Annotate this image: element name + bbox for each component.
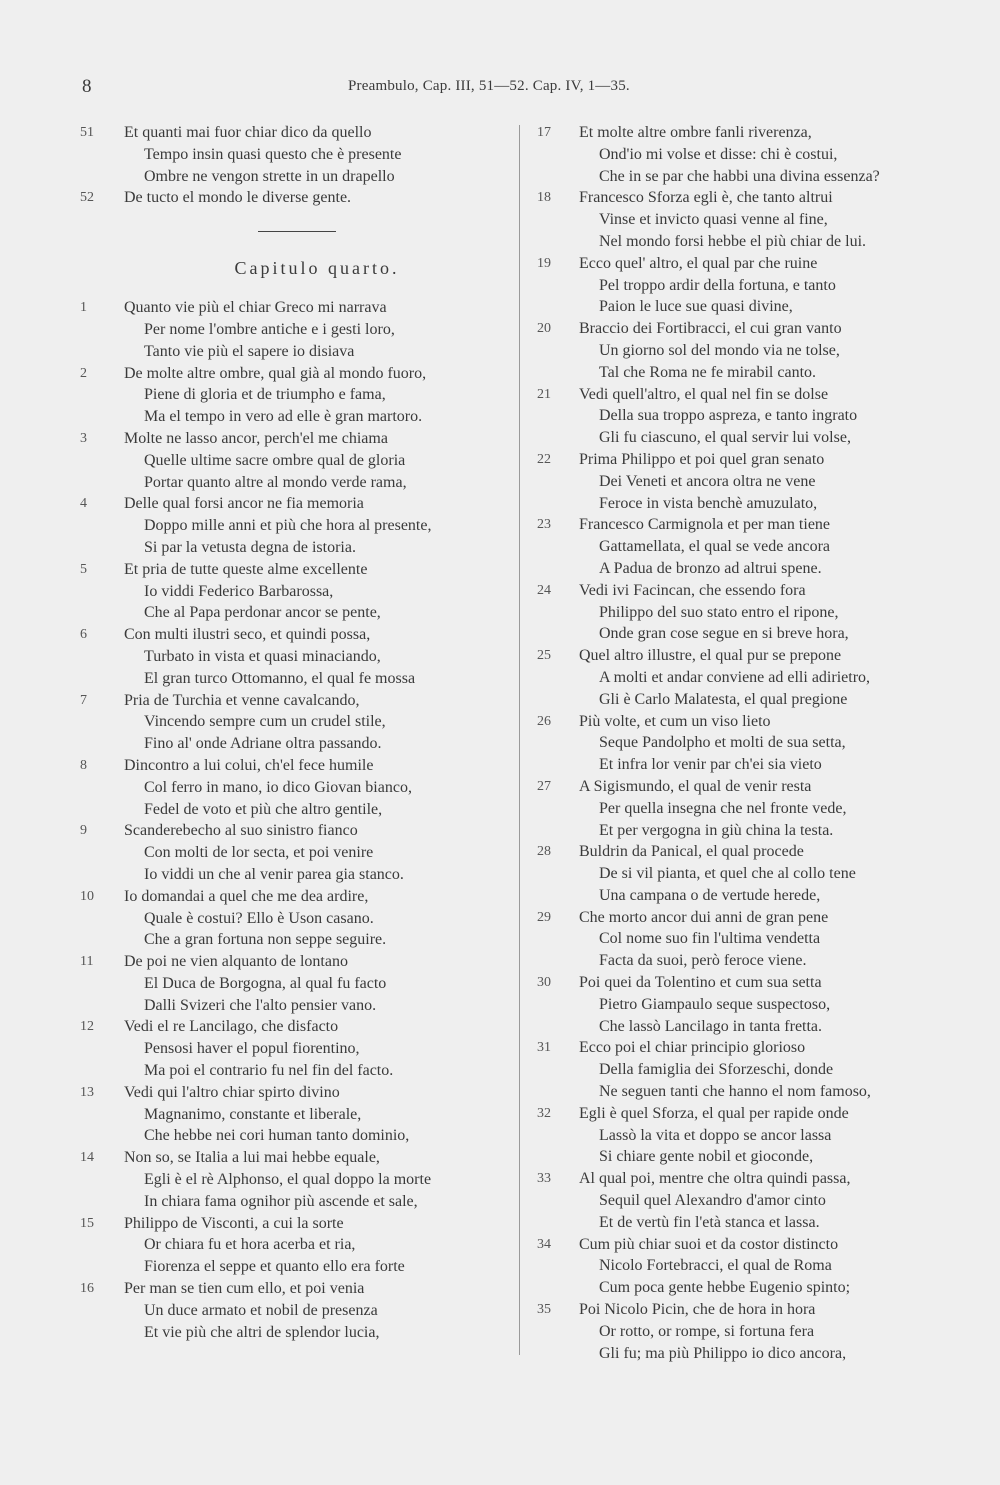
stanza <box>537 1168 967 1233</box>
verse-line: Egli è el rè Alphonso, el qual doppo la morte <box>144 1171 432 1189</box>
stanza-number: 51 <box>80 125 94 140</box>
verse-line: Vedi qui l'altro chiar spirto divino <box>124 1083 340 1101</box>
verse-line: Gattamellata, el qual se vede ancora <box>599 538 830 556</box>
verse-line: Poi Nicolo Picin, che de hora in hora <box>579 1301 816 1319</box>
verse-line: Tanto vie più el sapere io disiava <box>144 342 355 360</box>
verse-line: Quale è costui? Ello è Uson casano. <box>144 909 374 927</box>
stanza-number: 26 <box>537 713 551 729</box>
stanza <box>537 841 967 906</box>
verse-line: De tucto el mondo le diverse gente. <box>124 189 352 207</box>
verse-line: Col nome suo fin l'ultima vendetta <box>599 930 821 948</box>
stanza <box>537 384 967 449</box>
stanza <box>537 711 967 776</box>
verse-line: Gli fu; ma più Philippo io dico ancora, <box>599 1344 847 1362</box>
stanza-number: 18 <box>537 190 551 206</box>
verse-line: Vinse et invicto quasi venne al fine, <box>599 211 828 229</box>
verse-line: El gran turco Ottomanno, el qual fe mossa <box>144 669 416 687</box>
stanza <box>80 363 510 428</box>
stanza <box>537 253 967 318</box>
verse-line: Nicolo Fortebracci, el qual de Roma <box>599 1257 832 1275</box>
stanza-number: 1 <box>80 300 87 316</box>
stanza <box>80 297 510 362</box>
stanza <box>537 122 967 187</box>
verse-line: Francesco Sforza egli è, che tanto altrui <box>579 189 833 207</box>
stanza <box>80 755 510 820</box>
verse-line: Della famiglia dei Sforzeschi, donde <box>599 1061 834 1079</box>
stanza <box>80 1213 510 1278</box>
stanza-number: 30 <box>537 975 551 991</box>
stanza-number: 24 <box>537 582 551 598</box>
verse-line: Onde gran cose segue en si breve hora, <box>599 625 849 643</box>
stanzas-chapter-four-left <box>80 297 510 1343</box>
stanza-number: 52 <box>80 190 94 206</box>
stanza <box>80 122 510 187</box>
stanza-number: 35 <box>537 1302 551 1318</box>
stanza <box>80 1147 510 1212</box>
stanza-number: 32 <box>537 1105 551 1121</box>
verse-line: Della sua troppo aspreza, e tanto ingrato <box>599 407 858 425</box>
stanza-number: 28 <box>537 844 551 860</box>
stanza <box>537 187 967 252</box>
verse-line: Ma el tempo in vero ad elle è gran martoro. <box>144 408 423 426</box>
verse-line: Io domandai a quel che me dea ardire, <box>124 887 369 905</box>
verse-line: Braccio dei Fortibracci, el cui gran vanto <box>579 320 842 338</box>
verse-line: Et infra lor venir par ch'ei sia vieto <box>599 756 822 774</box>
verse-line: Ond'io mi volse et disse: chi è costui, <box>599 145 838 163</box>
verse-line: Magnanimo, constante et liberale, <box>144 1105 362 1123</box>
stanza <box>537 1103 967 1168</box>
verse-line: Quel altro illustre, el qual pur se prepone <box>579 647 842 665</box>
verse-line: Lassò la vita et doppo se ancor lassa <box>599 1126 832 1144</box>
stanza-number: 22 <box>537 451 551 467</box>
stanza <box>80 886 510 951</box>
verse-line: Ne seguen tanti che hanno el nom famoso, <box>599 1083 871 1101</box>
stanza-number: 13 <box>80 1084 94 1100</box>
verse-line: Piene di gloria et de triumpho e fama, <box>144 386 386 404</box>
stanza <box>80 493 510 558</box>
verse-line: Pria de Turchia et venne cavalcando, <box>124 691 360 709</box>
verse-line: Ma poi el contrario fu nel fin del facto. <box>144 1062 394 1080</box>
stanza-number: 20 <box>537 321 551 337</box>
verse-line: Fiorenza el seppe et quanto ello era forte <box>144 1258 405 1276</box>
verse-line: A Padua de bronzo ad altrui spene. <box>599 559 822 577</box>
verse-line: Or rotto, or rompe, si fortuna fera <box>599 1322 815 1340</box>
stanza <box>537 645 967 710</box>
stanza-number: 4 <box>80 496 87 512</box>
verse-line: Seque Pandolpho et molti de sua setta, <box>599 734 846 752</box>
running-head: Preambulo, Cap. III, 51—52. Cap. IV, 1—35. <box>348 78 630 94</box>
verse-line: Non so, se Italia a lui mai hebbe equale, <box>124 1149 380 1167</box>
stanza <box>80 624 510 689</box>
verse-line: Gli fu ciascuno, el qual servir lui volse, <box>599 429 851 447</box>
verse-line: Che in se par che habbi una divina essenza? <box>599 167 880 185</box>
verse-line: Scanderebecho al suo sinistro fianco <box>124 822 358 840</box>
stanza <box>80 951 510 1016</box>
stanza <box>537 1299 967 1364</box>
verse-line: Paion le luce sue quasi divine, <box>599 298 793 316</box>
verse-line: Pensosi haver el popul fiorentino, <box>144 1040 360 1058</box>
verse-line: Per man se tien cum ello, et poi venia <box>124 1280 365 1298</box>
verse-line: Quelle ultime sacre ombre qual de gloria <box>144 451 406 469</box>
verse-line: Un giorno sol del mondo via ne tolse, <box>599 341 840 359</box>
stanza <box>537 318 967 383</box>
verse-line: Ecco poi el chiar principio glorioso <box>579 1039 806 1057</box>
verse-line: Dincontro a lui colui, ch'el fece humile <box>124 756 374 774</box>
verse-line: De si vil pianta, et quel che al collo tene <box>599 865 856 883</box>
stanza <box>80 1278 510 1343</box>
stanza-number: 17 <box>537 125 551 140</box>
verse-line: Una campana o de vertude herede, <box>599 886 821 904</box>
verse-line: Et pria de tutte queste alme excellente <box>124 560 368 578</box>
verse-line: Prima Philippo et poi quel gran senato <box>579 450 825 468</box>
stanza <box>80 1082 510 1147</box>
verse-line: Doppo mille anni et più che hora al presente, <box>144 517 432 535</box>
left-column <box>80 122 510 1343</box>
stanza-number: 7 <box>80 692 87 708</box>
stanza <box>537 776 967 841</box>
stanza-number: 5 <box>80 561 87 577</box>
stanza <box>537 1037 967 1102</box>
verse-line: Si chiare gente nobil et gioconde, <box>599 1148 814 1166</box>
column-divider <box>519 125 520 1355</box>
verse-line: Un duce armato et nobil de presenza <box>144 1301 378 1319</box>
verse-line: Buldrin da Panical, el qual procede <box>579 843 804 861</box>
verse-line: Con molti de lor secta, et poi venire <box>144 844 374 862</box>
verse-line: Vedi ivi Facincan, che essendo fora <box>579 581 806 599</box>
verse-line: Fino al' onde Adriane oltra passando. <box>144 735 382 753</box>
page-number: 8 <box>82 76 92 97</box>
right-column <box>537 122 967 1364</box>
stanza-number: 14 <box>80 1150 94 1166</box>
stanza <box>80 428 510 493</box>
stanza <box>80 690 510 755</box>
verse-line: Sequil quel Alexandro d'amor cinto <box>599 1192 826 1210</box>
verse-line: Philippo del suo stato entro el ripone, <box>599 603 839 621</box>
verse-line: Con multi ilustri seco, et quindi possa, <box>124 626 371 644</box>
verse-line: Che a gran fortuna non seppe seguire. <box>144 931 387 949</box>
verse-line: Dei Veneti et ancora oltra ne vene <box>599 472 816 490</box>
verse-line: Che hebbe nei cori human tanto dominio, <box>144 1127 410 1145</box>
verse-line: A Sigismundo, el qual de venir resta <box>579 777 812 795</box>
verse-line: In chiara fama ognihor più ascende et sale, <box>144 1192 418 1210</box>
stanza-number: 21 <box>537 386 551 402</box>
verse-line: Et per vergogna in giù china la testa. <box>599 821 834 839</box>
verse-line: Io viddi un che al venir parea gia stanco. <box>144 865 404 883</box>
stanza-number: 2 <box>80 365 87 381</box>
stanza <box>80 1016 510 1081</box>
verse-line: A molti et andar conviene ad elli adirietro, <box>599 668 871 686</box>
verse-line: Et de vertù fin l'età stanca et lassa. <box>599 1213 820 1231</box>
verse-line: Cum poca gente hebbe Eugenio spinto; <box>599 1279 851 1297</box>
verse-line: Philippo de Visconti, a cui la sorte <box>124 1214 344 1232</box>
verse-line: Si par la vetusta degna de istoria. <box>144 538 356 556</box>
verse-line: Più volte, et cum un viso lieto <box>579 712 771 730</box>
stanza <box>80 559 510 624</box>
stanza <box>537 514 967 579</box>
stanza <box>80 820 510 885</box>
verse-line: Cum più chiar suoi et da costor distincto <box>579 1235 839 1253</box>
verse-line: Vedi el re Lancilago, che disfacto <box>124 1018 339 1036</box>
verse-line: Io viddi Federico Barbarossa, <box>144 582 334 600</box>
verse-line: Facta da suoi, però feroce viene. <box>599 952 807 970</box>
verse-line: Poi quei da Tolentino et cum sua setta <box>579 974 822 992</box>
stanzas-chapter-three <box>80 122 510 209</box>
verse-line: Per quella insegna che nel fronte vede, <box>599 799 847 817</box>
stanza-number: 3 <box>80 430 87 446</box>
verse-line: Or chiara fu et hora acerba et ria, <box>144 1236 356 1254</box>
verse-line: Che morto ancor dui anni de gran pene <box>579 908 829 926</box>
verse-line: Col ferro in mano, io dico Giovan bianco, <box>144 778 412 796</box>
verse-line: De molte altre ombre, qual già al mondo fuoro, <box>124 364 427 382</box>
verse-line: Feroce in vista benchè amuzulato, <box>599 494 818 512</box>
verse-line: Vedi quell'altro, el qual nel fin se dolse <box>579 385 829 403</box>
verse-line: Molte ne lasso ancor, perch'el me chiama <box>124 429 388 447</box>
verse-line: El Duca de Borgogna, al qual fu facto <box>144 974 387 992</box>
chapter-title: Capitulo quarto. <box>234 258 400 279</box>
verse-line: Che al Papa perdonar ancor se pente, <box>144 604 381 622</box>
stanza-number: 25 <box>537 648 551 664</box>
stanza-number: 27 <box>537 778 551 794</box>
stanza-number: 31 <box>537 1040 551 1056</box>
stanza-number: 10 <box>80 888 94 904</box>
stanza-number: 33 <box>537 1171 551 1187</box>
stanza-number: 9 <box>80 823 87 839</box>
stanza-number: 16 <box>80 1281 94 1297</box>
verse-line: Pietro Giampaulo seque suspectoso, <box>599 995 831 1013</box>
verse-line: Ecco quel' altro, el qual par che ruine <box>579 254 818 272</box>
verse-line: Quanto vie più el chiar Greco mi narrava <box>124 299 387 317</box>
stanza-number: 29 <box>537 909 551 925</box>
verse-line: Tempo insin quasi questo che è presente <box>144 145 402 163</box>
verse-line: Delle qual forsi ancor ne fia memoria <box>124 495 364 513</box>
verse-line: Ombre ne vengon strette in un drapello <box>144 167 395 185</box>
verse-line: Che lassò Lancilago in tanta fretta. <box>599 1017 823 1035</box>
stanza-number: 8 <box>80 757 87 773</box>
verse-line: Turbato in vista et quasi minaciando, <box>144 647 381 665</box>
verse-line: Dalli Svizeri che l'alto pensier vano. <box>144 996 377 1014</box>
verse-line: Tal che Roma ne fe mirabil canto. <box>599 363 817 381</box>
section-separator <box>80 209 510 251</box>
stanza <box>537 1234 967 1299</box>
verse-line: Vincendo sempre cum un crudel stile, <box>144 713 386 731</box>
verse-line: Al qual poi, mentre che oltra quindi passa, <box>579 1170 851 1188</box>
verse-line: Francesco Carmignola et per man tiene <box>579 516 831 534</box>
verse-line: Portar quanto altre al mondo verde rama, <box>144 473 407 491</box>
stanza-number: 15 <box>80 1215 94 1231</box>
separator-rule <box>258 231 336 232</box>
stanza-number: 23 <box>537 517 551 533</box>
verse-line: Per nome l'ombre antiche e i gesti loro, <box>144 320 395 338</box>
verse-line: De poi ne vien alquanto de lontano <box>124 953 348 971</box>
verse-line: Egli è quel Sforza, el qual per rapide onde <box>579 1104 849 1122</box>
stanza <box>537 972 967 1037</box>
verse-line: Et quanti mai fuor chiar dico da quello <box>124 124 372 141</box>
stanza-number: 12 <box>80 1019 94 1035</box>
stanza-number: 6 <box>80 627 87 643</box>
stanza-number: 11 <box>80 954 94 970</box>
stanza <box>80 187 510 209</box>
verse-line: Nel mondo forsi hebbe el più chiar de lui. <box>599 232 867 250</box>
stanza <box>537 580 967 645</box>
stanza <box>537 449 967 514</box>
verse-line: Fedel de voto et più che altro gentile, <box>144 800 383 818</box>
verse-line: Gli è Carlo Malatesta, el qual pregione <box>599 690 848 708</box>
verse-line: Pel troppo ardir della fortuna, e tanto <box>599 276 836 294</box>
stanza-number: 19 <box>537 255 551 271</box>
stanza <box>537 907 967 972</box>
stanza-number: 34 <box>537 1236 551 1252</box>
verse-line: Et molte altre ombre fanli riverenza, <box>579 124 812 141</box>
verse-line: Et vie più che altri de splendor lucia, <box>144 1323 380 1341</box>
